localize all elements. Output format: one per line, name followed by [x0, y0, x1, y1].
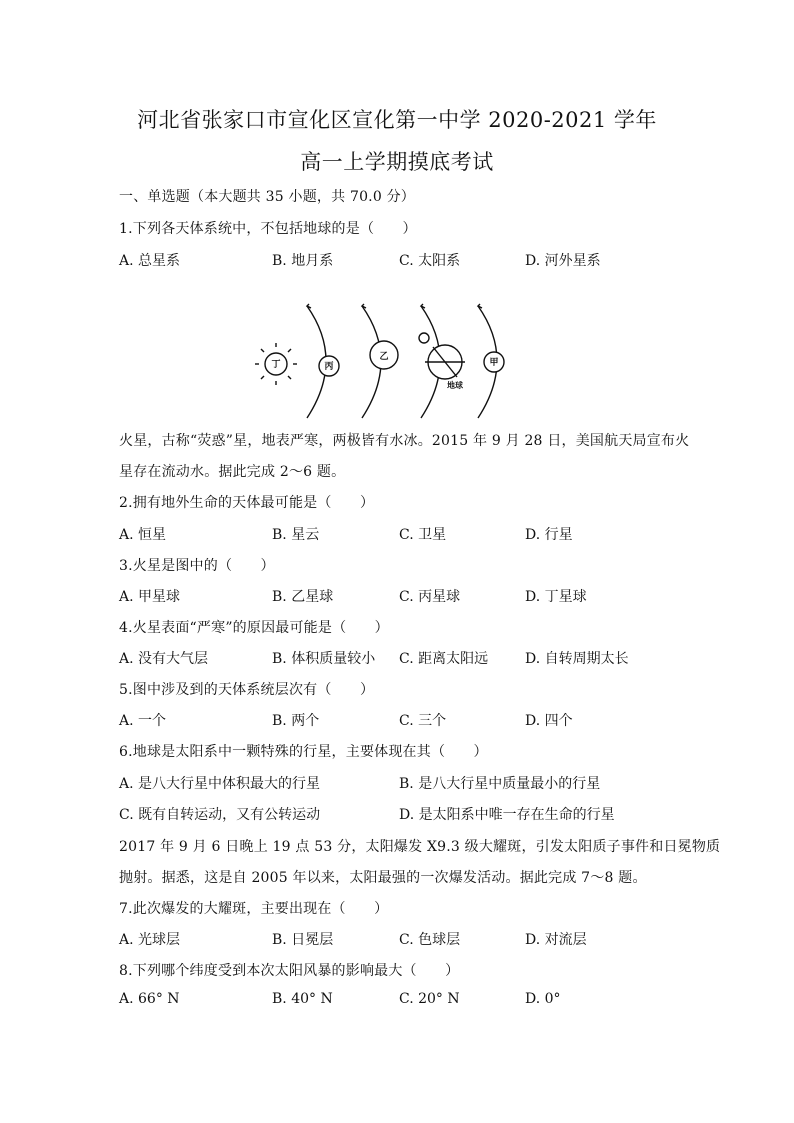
- question-7-option-b: B. 日冕层: [272, 932, 334, 948]
- exam-title-line2: 高一上学期摸底考试: [300, 150, 494, 174]
- question-2-stem: 2.拥有地外生命的天体最可能是（ ）: [119, 495, 375, 511]
- question-8-option-d: D. 0°: [525, 991, 561, 1007]
- question-3-stem: 3.火星是图中的（ ）: [119, 558, 275, 574]
- question-1-option-d: D. 河外星系: [525, 253, 601, 269]
- question-4-option-a: A. 没有大气层: [119, 651, 209, 667]
- label-earth: 地球: [447, 381, 463, 390]
- question-2-option-d: D. 行星: [525, 527, 573, 543]
- passage-2-line-1: 2017 年 9 月 6 日晚上 19 点 53 分，太阳爆发 X9.3 级大耀斑，引发太阳质子事件和日冕物质: [119, 839, 721, 855]
- question-7-option-c: C. 色球层: [399, 932, 461, 948]
- question-6-option-d: D. 是太阳系中唯一存在生命的行星: [399, 807, 615, 823]
- label-jia: 甲: [489, 358, 499, 368]
- question-8-option-b: B. 40° N: [272, 991, 333, 1007]
- passage-2-line-2: 抛射。据悉，这是自 2005 年以来，太阳最强的一次爆发活动。据此完成 7～8 题。: [119, 870, 647, 886]
- question-3-option-c: C. 丙星球: [399, 589, 461, 605]
- question-6-option-c: C. 既有自转运动，又有公转运动: [119, 807, 321, 823]
- question-4-stem: 4.火星表面“严寒”的原因最可能是（ ）: [119, 620, 389, 636]
- question-2-option-b: B. 星云: [272, 527, 320, 543]
- question-6-option-b: B. 是八大行星中质量最小的行星: [399, 776, 601, 792]
- question-6-stem: 6.地球是太阳系中一颗特殊的行星，主要体现在其（ ）: [119, 744, 488, 760]
- question-7-option-d: D. 对流层: [525, 932, 587, 948]
- question-1-option-c: C. 太阳系: [399, 253, 461, 269]
- question-1-stem: 1.下列各天体系统中，不包括地球的是（ ）: [119, 221, 417, 237]
- question-8-stem: 8.下列哪个纬度受到本次太阳风暴的影响最大（ ）: [119, 963, 460, 979]
- label-yi: 乙: [379, 352, 389, 362]
- question-4-option-b: B. 体积质量较小: [272, 651, 376, 667]
- question-3-option-d: D. 丁星球: [525, 589, 587, 605]
- question-5-stem: 5.图中涉及到的天体系统层次有（ ）: [119, 682, 375, 698]
- question-8-option-a: A. 66° N: [119, 991, 180, 1007]
- label-bing: 丙: [324, 362, 334, 372]
- passage-1-line-1: 火星，古称“荧惑”星，地表严寒，两极皆有水冰。2015 年 9 月 28 日，美国航天局宣布火: [119, 433, 690, 449]
- question-1-option-b: B. 地月系: [272, 253, 334, 269]
- question-3-option-b: B. 乙星球: [272, 589, 334, 605]
- question-7-option-a: A. 光球层: [119, 932, 181, 948]
- question-4-option-d: D. 自转周期太长: [525, 651, 629, 667]
- moon: [419, 333, 429, 343]
- question-6-option-a: A. 是八大行星中体积最大的行星: [119, 776, 321, 792]
- exam-title-line1: 河北省张家口市宣化区宣化第一中学 2020-2021 学年: [137, 108, 657, 132]
- question-2-option-a: A. 恒星: [119, 527, 167, 543]
- solar-system-diagram: [250, 300, 540, 424]
- question-8-option-c: C. 20° N: [399, 991, 460, 1007]
- label-ding: 丁: [271, 360, 281, 370]
- question-4-option-c: C. 距离太阳远: [399, 651, 489, 667]
- question-2-option-c: C. 卫星: [399, 527, 447, 543]
- question-5-option-d: D. 四个: [525, 713, 573, 729]
- question-5-option-c: C. 三个: [399, 713, 447, 729]
- passage-1-line-2: 星存在流动水。据此完成 2～6 题。: [119, 464, 346, 480]
- question-3-option-a: A. 甲星球: [119, 589, 181, 605]
- question-5-option-b: B. 两个: [272, 713, 320, 729]
- section-heading: 一、单选题（本大题共 35 小题，共 70.0 分）: [119, 189, 415, 205]
- question-1-option-a: A. 总星系: [119, 253, 181, 269]
- question-5-option-a: A. 一个: [119, 713, 167, 729]
- question-7-stem: 7.此次爆发的大耀斑，主要出现在（ ）: [119, 901, 389, 917]
